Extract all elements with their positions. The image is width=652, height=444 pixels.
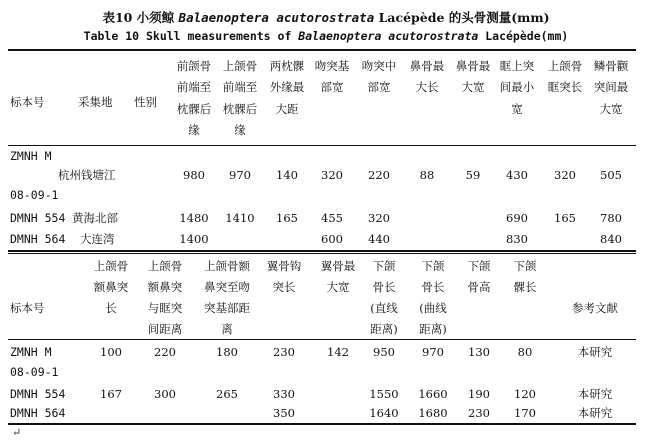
t1-header-c8-l1: 眶上突 xyxy=(499,59,535,73)
t1-r1-c1: 980 xyxy=(183,168,205,182)
t1-header-c5-l2: 部宽 xyxy=(367,80,391,94)
title-cn-species: Balaenoptera acutorostrata xyxy=(178,10,375,25)
t2-r1-d3: 180 xyxy=(216,345,238,359)
t2-header-d1-l2: 额鼻突 xyxy=(93,280,129,294)
t1-r2-c1: 1480 xyxy=(179,211,209,225)
title-en-species: Balaenoptera acutorostrata xyxy=(298,29,479,43)
t1-header-c1-l1: 前颌骨 xyxy=(176,59,212,73)
t1-header-c1-l4: 缘 xyxy=(188,123,200,137)
t1-r2-c10: 780 xyxy=(600,211,622,225)
t2-header-specimen: 标本号 xyxy=(10,301,45,315)
t2-header-d1-l1: 上颌骨 xyxy=(93,259,129,273)
t2-header-d5-l1: 翼骨最 xyxy=(320,259,356,273)
t2-header-d3-l2: 鼻突至吻 xyxy=(204,280,250,294)
t2-r3-d4: 350 xyxy=(273,406,295,420)
t2-header-d5-l2: 大宽 xyxy=(326,280,350,294)
t2-header-d7-l1: 下颌 xyxy=(421,259,445,273)
table-title-cn xyxy=(0,8,652,26)
t1-r1-id2: 08-09-1 xyxy=(10,188,59,202)
t1-header-c3-l1: 两枕髁 xyxy=(269,59,305,73)
t2-r2-ref: 本研究 xyxy=(577,387,613,401)
t1-header-c7-l2: 大宽 xyxy=(461,80,485,94)
title-cn-suffix: Lacépède 的头骨测量(mm) xyxy=(374,10,550,25)
t1-header-c6-l2: 大长 xyxy=(415,80,439,94)
table1-header-rule xyxy=(8,145,636,146)
table1-bottom-rule xyxy=(8,250,636,252)
t1-r1-c7: 59 xyxy=(465,168,481,182)
t1-header-sex: 性别 xyxy=(134,95,157,109)
t1-r1-id: ZMNH M xyxy=(10,149,52,163)
t2-header-d2-l2: 额鼻突 xyxy=(147,280,183,294)
t1-header-c4-l1: 吻突基 xyxy=(314,59,350,73)
t2-r1-d8: 130 xyxy=(468,345,490,359)
t1-r3-id: DMNH 564 xyxy=(10,232,66,246)
t2-r2-d1: 167 xyxy=(100,387,122,401)
t1-r2-id: DMNH 554 xyxy=(10,211,66,225)
t1-header-specimen: 标本号 xyxy=(10,95,45,109)
t1-header-c4-l2: 部宽 xyxy=(320,80,344,94)
t1-r2-c3: 165 xyxy=(276,211,298,225)
t2-header-d6-l2: 骨长 xyxy=(372,280,396,294)
t2-header-ref: 参考文献 xyxy=(572,301,618,315)
t1-header-c6-l1: 鼻骨最 xyxy=(409,59,445,73)
t2-r2-d9: 120 xyxy=(514,387,536,401)
t1-r3-locality: 大连湾 xyxy=(80,232,115,246)
t2-header-d3-l3: 突基部距 xyxy=(204,301,250,315)
t2-header-d7-l3: (曲线 xyxy=(419,301,447,315)
t1-header-c2-l2: 前端至 xyxy=(222,80,258,94)
t2-header-d3-l1: 上颌骨额 xyxy=(204,259,250,273)
table2-header-rule xyxy=(8,339,636,340)
t2-r3-d6: 1640 xyxy=(369,406,399,420)
t2-r3-id: DMNH 564 xyxy=(10,406,66,420)
t1-header-c9-l1: 上颌骨 xyxy=(547,59,583,73)
t2-r2-d2: 300 xyxy=(154,387,176,401)
t2-r1-d2: 220 xyxy=(154,345,176,359)
t1-header-c1-l3: 枕髁后 xyxy=(176,102,212,116)
t2-header-d4-l2: 突长 xyxy=(272,280,296,294)
t2-r3-d7: 1680 xyxy=(418,406,448,420)
table-title-en xyxy=(0,29,652,43)
t2-r1-id2: 08-09-1 xyxy=(10,365,59,379)
t1-r1-c5: 220 xyxy=(368,168,390,182)
t2-header-d9-l2: 髁长 xyxy=(513,280,537,294)
t2-r3-ref: 本研究 xyxy=(577,406,613,420)
t2-header-d2-l1: 上颌骨 xyxy=(147,259,183,273)
t2-header-d8-l2: 骨高 xyxy=(467,280,491,294)
title-cn-prefix: 表10 小须鲸 xyxy=(102,10,179,25)
t1-r1-locality: 杭州钱塘江 xyxy=(58,168,116,182)
t1-r2-c9: 165 xyxy=(554,211,576,225)
t1-header-c2-l3: 枕髁后 xyxy=(222,102,258,116)
paragraph-mark: ↵ xyxy=(12,426,22,439)
t1-header-c5-l1: 吻突中 xyxy=(361,59,397,73)
t1-header-c3-l2: 外缘最 xyxy=(269,80,305,94)
t2-r1-id: ZMNH M xyxy=(10,345,52,359)
t1-r3-c8: 830 xyxy=(506,232,528,246)
t2-header-d6-l3: (直线 xyxy=(370,301,398,315)
t1-header-c2-l1: 上颌骨 xyxy=(222,59,258,73)
t1-header-c10-l1: 鳞骨颧 xyxy=(593,59,629,73)
t2-r1-d5: 142 xyxy=(327,345,349,359)
t1-r2-locality: 黄海北部 xyxy=(72,211,118,225)
t2-r2-d4: 330 xyxy=(273,387,295,401)
t1-header-c1-l2: 前端至 xyxy=(176,80,212,94)
title-en-suffix: Lacépède(mm) xyxy=(478,29,569,43)
t2-r1-ref: 本研究 xyxy=(577,345,613,359)
t1-header-c7-l1: 鼻骨最 xyxy=(455,59,491,73)
t1-header-c9-l2: 眶突长 xyxy=(547,80,583,94)
t1-header-c8-l3: 宽 xyxy=(511,102,523,116)
t2-r2-id: DMNH 554 xyxy=(10,387,66,401)
t2-r1-d6: 950 xyxy=(373,345,395,359)
t1-r1-c2: 970 xyxy=(229,168,251,182)
t1-header-c10-l2: 突间最 xyxy=(593,80,629,94)
title-en-prefix: Table 10 Skull measurements of xyxy=(83,29,299,43)
t1-header-c3-l3: 大距 xyxy=(275,102,299,116)
t1-r3-c5: 440 xyxy=(368,232,390,246)
t2-header-d7-l2: 骨长 xyxy=(421,280,445,294)
t2-header-d7-l4: 距离) xyxy=(419,322,447,336)
t2-header-d9-l1: 下颌 xyxy=(513,259,537,273)
t1-r1-c8: 430 xyxy=(506,168,528,182)
t1-r2-c5: 320 xyxy=(368,211,390,225)
table1-top-rule xyxy=(8,49,636,51)
t1-r3-c1: 1400 xyxy=(179,232,209,246)
t2-header-d6-l4: 距离) xyxy=(370,322,398,336)
t1-r2-c2: 1410 xyxy=(225,211,255,225)
t1-header-c10-l3: 大宽 xyxy=(599,102,623,116)
t1-header-c8-l2: 间最小 xyxy=(499,80,535,94)
t2-r1-d4: 230 xyxy=(273,345,295,359)
t2-r3-d9: 170 xyxy=(514,406,536,420)
table2-top-rule xyxy=(8,253,636,254)
t2-header-d3-l4: 离 xyxy=(221,322,233,336)
t2-r2-d3: 265 xyxy=(216,387,238,401)
t1-r1-c6: 88 xyxy=(419,168,435,182)
t1-r1-c4: 320 xyxy=(321,168,343,182)
t1-r1-c9: 320 xyxy=(554,168,576,182)
t2-r1-d1: 100 xyxy=(100,345,122,359)
t1-r2-c4: 455 xyxy=(321,211,343,225)
t2-r2-d8: 190 xyxy=(468,387,490,401)
t2-r2-d7: 1660 xyxy=(418,387,448,401)
t2-header-d2-l4: 间距离 xyxy=(147,322,183,336)
t2-header-d2-l3: 与眶突 xyxy=(147,301,183,315)
t2-r1-d9: 80 xyxy=(517,345,533,359)
t2-r2-d6: 1550 xyxy=(369,387,399,401)
t1-r1-c10: 505 xyxy=(600,168,622,182)
t1-header-c2-l4: 缘 xyxy=(234,123,246,137)
t2-header-d4-l1: 翼骨钩 xyxy=(266,259,302,273)
t2-header-d6-l1: 下颌 xyxy=(372,259,396,273)
t1-r2-c8: 690 xyxy=(506,211,528,225)
t1-header-locality: 采集地 xyxy=(78,95,113,109)
t1-r1-c3: 140 xyxy=(276,168,298,182)
t2-r1-d7: 970 xyxy=(422,345,444,359)
t2-header-d1-l3: 长 xyxy=(105,301,117,315)
t2-r3-d8: 230 xyxy=(468,406,490,420)
t1-r3-c4: 600 xyxy=(321,232,343,246)
t1-r3-c10: 840 xyxy=(600,232,622,246)
t2-header-d8-l1: 下颌 xyxy=(467,259,491,273)
